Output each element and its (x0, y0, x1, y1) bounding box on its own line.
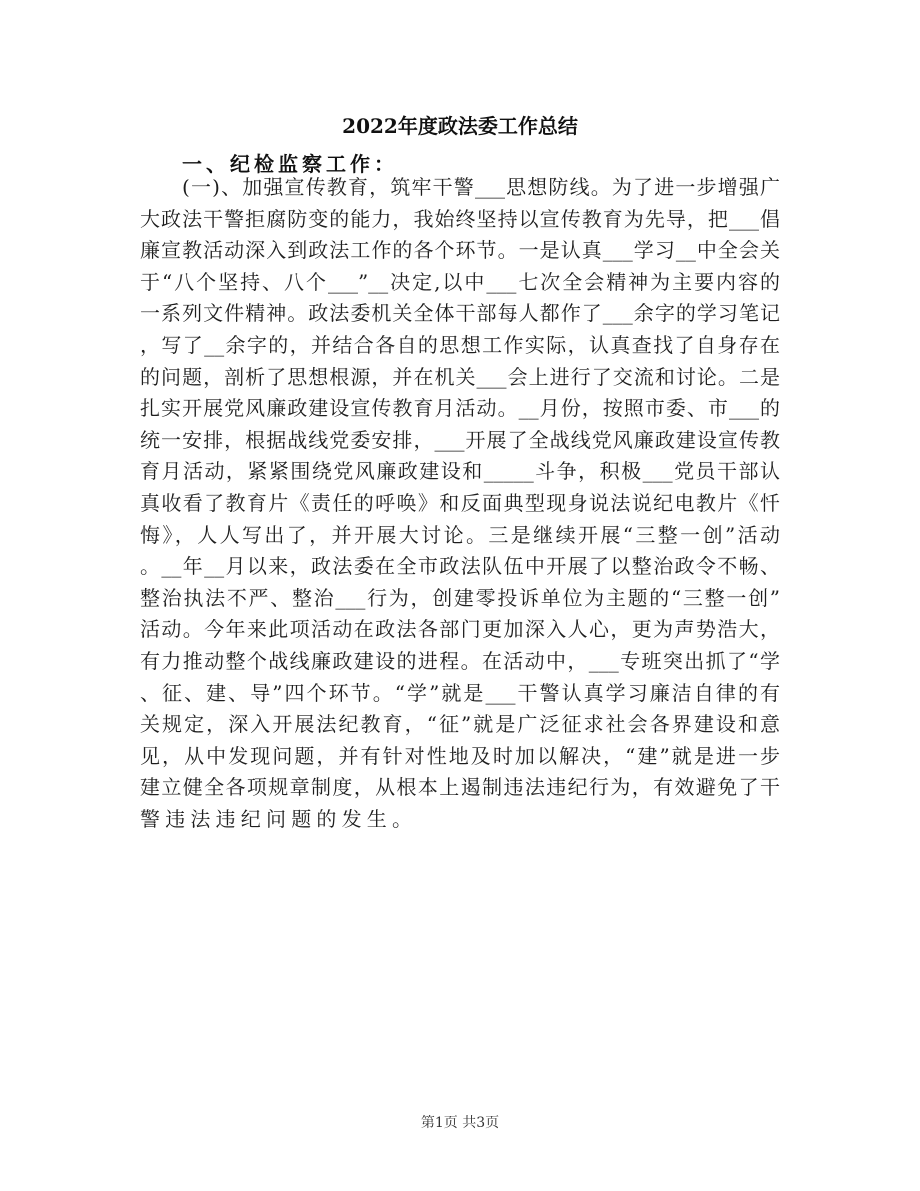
text-line: 廉宣教活动深入到政法工作的各个环节。一是认真___学习__中全会关 (140, 238, 780, 263)
text-line: 大政法干警拒腐防变的能力，我始终坚持以宣传教育为先导，把___倡 (140, 206, 780, 231)
text-line: 关规定，深入开展法纪教育，“征”就是广泛征求社会各界建设和意 (140, 712, 780, 737)
text-line: 扎实开展党风廉政建设宣传教育月活动。__月份，按照市委、市___的 (140, 396, 780, 421)
text-line: 一系列文件精神。政法委机关全体干部每人都作了___余字的学习笔记 (140, 301, 780, 326)
text-line: 悔》，人人写出了，并开展大讨论。三是继续开展“三整一创”活动 (140, 522, 780, 547)
section-heading: 一、纪检监察工作： (182, 152, 398, 176)
text-line: 活动。今年来此项活动在政法各部门更加深入人心，更为声势浩大， (140, 617, 780, 642)
text-line: 、征、建、导”四个环节。“学”就是___干警认真学习廉洁自律的有 (140, 680, 780, 705)
page-indicator: 第1页 共3页 (420, 1115, 500, 1131)
text-line: 统一安排，根据战线党委安排，___开展了全战线党风廉政建设宣传教 (140, 427, 780, 452)
text-line: 警违法违纪问题的发生。 (140, 806, 418, 831)
document-title: 2022年度政法委工作总结 (342, 114, 578, 138)
text-line: 于“八个坚持、八个___”__决定,以中___七次全会精神为主要内容的 (140, 269, 780, 294)
text-line: ，写了__余字的，并结合各自的思想工作实际，认真查找了自身存在 (140, 332, 780, 357)
text-line: 有力推动整个战线廉政建设的进程。在活动中，___专班突出抓了“学 (140, 648, 780, 673)
text-line: 整治执法不严、整治___行为，创建零投诉单位为主题的“三整一创” (140, 585, 780, 610)
text-line: 。__年__月以来，政法委在全市政法队伍中开展了以整治政令不畅、 (140, 554, 780, 579)
body-paragraph (140, 172, 780, 835)
text-line: 见，从中发现问题，并有针对性地及时加以解决，“建”就是进一步 (140, 743, 780, 768)
text-line: 真收看了教育片《责任的呼唤》和反面典型现身说法说纪电教片《忏 (140, 490, 780, 515)
text-line: 的问题，剖析了思想根源，并在机关___会上进行了交流和讨论。二是 (140, 364, 780, 389)
text-line: (一)、加强宣传教育，筑牢干警___思想防线。为了进一步增强广 (182, 175, 780, 199)
text-line: 育月活动，紧紧围绕党风廉政建设和_____斗争，积极___党员干部认 (140, 459, 780, 484)
text-line: 建立健全各项规章制度，从根本上遏制违法违纪行为，有效避免了干 (140, 775, 780, 800)
